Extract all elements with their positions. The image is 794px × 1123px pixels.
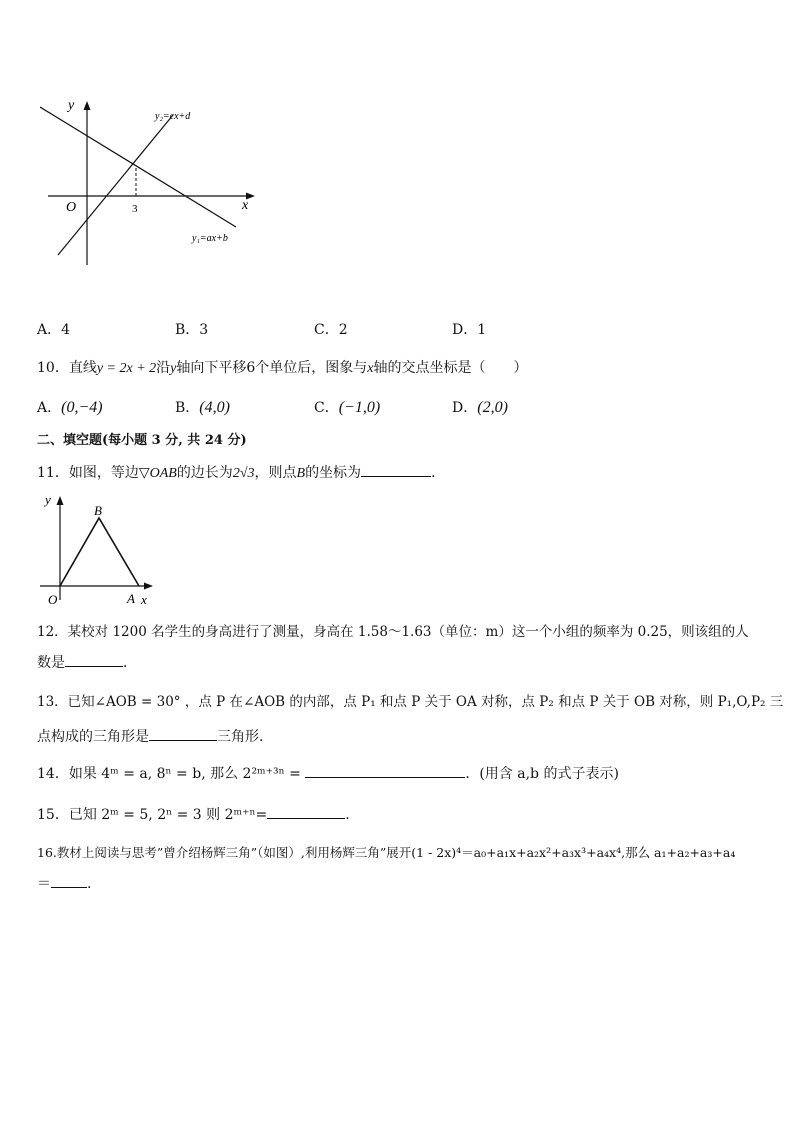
q10-option-d-letter: D． bbox=[452, 400, 478, 416]
q10-mid1: 沿 bbox=[156, 360, 171, 376]
q14-answer-blank bbox=[305, 763, 465, 778]
q10-option-a-letter: A． bbox=[37, 400, 62, 416]
x-label: x bbox=[141, 592, 147, 607]
q10-option-b bbox=[175, 398, 230, 418]
q10-option-c-value: (−1,0) bbox=[338, 399, 381, 416]
q11-answer-blank bbox=[361, 462, 431, 477]
q10-suffix: 轴的交点坐标是（ ） bbox=[373, 360, 528, 376]
q10-stem bbox=[37, 358, 528, 379]
equilateral-triangle-graph bbox=[35, 488, 160, 608]
q13-line2 bbox=[37, 726, 263, 747]
q11-mid2: ，则点 bbox=[254, 465, 297, 481]
q12-line2-prefix: 数是 bbox=[37, 655, 65, 671]
line-y2-label: y₂=cx+d bbox=[155, 111, 191, 122]
a-label: A bbox=[127, 591, 135, 606]
q10-option-b-value: (4,0) bbox=[199, 399, 230, 416]
q10-mid2: 轴向下平移 bbox=[176, 360, 247, 376]
y-label: y bbox=[45, 492, 51, 507]
x-axis-label: x bbox=[242, 198, 249, 213]
q11-suffix-after-blank: ． bbox=[431, 465, 446, 481]
q11-triangle: ▽OAB bbox=[138, 466, 177, 481]
q10-axis-y: y bbox=[170, 361, 177, 376]
q10-mid3: 个单位后，图象与 bbox=[255, 360, 368, 376]
q16-line2-prefix: ＝ bbox=[37, 876, 51, 892]
q10-option-c-letter: C． bbox=[314, 400, 339, 416]
q11-suffix-before-blank: 的坐标为 bbox=[305, 465, 362, 481]
q13-line2-prefix: 点构成的三角形是 bbox=[37, 729, 149, 745]
q12-line1: 12．某校对 1200 名学生的身高进行了测量，身高在 1.58～1.63（单位：m）这一个小组的频率为 0.25，则该组的人 bbox=[37, 624, 749, 640]
q11-prefix: 11．如图，等边 bbox=[37, 465, 139, 481]
tick-label-3: 3 bbox=[132, 203, 138, 215]
q10-axis-x: x bbox=[367, 361, 374, 376]
q16-line2-suffix: . bbox=[87, 876, 92, 892]
q9-option-d: D．1 bbox=[452, 322, 487, 338]
line-y1-label: y₁=ax+b bbox=[192, 233, 228, 244]
q13-line2-suffix: 三角形. bbox=[217, 729, 264, 745]
q14-suffix: ．(用含 a,b 的式子表示) bbox=[465, 766, 619, 782]
q12-line2 bbox=[37, 652, 137, 673]
q10-option-d bbox=[452, 398, 508, 418]
q10-equation: y = 2x + 2 bbox=[96, 361, 157, 376]
q14-prefix: 14．如果 4ᵐ = a, 8ⁿ = b, 那么 2²ᵐ⁺³ⁿ = bbox=[37, 766, 301, 782]
q11-stem bbox=[37, 462, 445, 484]
q13-line1: 13．已知∠AOB = 30° ，点 P 在∠AOB 的内部，点 P₁ 和点 P 关于 OA 对称，点 P₂ 和点 P 关于 OB 对称，则 P₁,O,P₂ 三 bbox=[37, 694, 784, 710]
q13-answer-blank bbox=[149, 726, 217, 741]
q10-option-a-value: (0,−4) bbox=[61, 399, 103, 416]
y-axis-arrow bbox=[57, 496, 64, 505]
q14 bbox=[37, 763, 619, 784]
y-axis-label: y bbox=[68, 98, 75, 113]
q15-answer-blank bbox=[267, 804, 345, 819]
q12-answer-blank bbox=[65, 652, 123, 667]
o-label: O bbox=[48, 592, 58, 607]
line-y2 bbox=[58, 115, 173, 255]
q12-line2-suffix: ． bbox=[123, 655, 137, 671]
triangle-oab bbox=[60, 518, 139, 586]
q15-suffix: . bbox=[345, 807, 350, 823]
q9-option-c: C．2 bbox=[314, 322, 348, 338]
q11-point: B bbox=[296, 466, 306, 481]
q16-line1: 16.教材上阅读与思考”曾介绍杨辉三角”（如图）,利用杨辉三角”展开(1 - 2x)⁴＝a₀+a₁x+a₂x²+a₃x³+a₄x⁴,那么 a₁+a₂+a₃+a₄ bbox=[37, 845, 736, 860]
q15 bbox=[37, 804, 350, 825]
q10-option-d-value: (2,0) bbox=[477, 399, 508, 416]
section2-heading: 二、填空题(每小题 3 分, 共 24 分) bbox=[37, 433, 247, 448]
q10-option-c bbox=[314, 398, 380, 418]
linear-functions-graph bbox=[40, 95, 270, 275]
b-label: B bbox=[94, 503, 102, 518]
q9-option-a: A．4 bbox=[37, 322, 71, 338]
q11-mid1: 的边长为 bbox=[176, 465, 233, 481]
q11-length: 2√3 bbox=[232, 466, 255, 481]
q10-prefix: 10．直线 bbox=[37, 360, 97, 376]
q10-option-b-letter: B． bbox=[175, 400, 200, 416]
x-axis-arrow bbox=[144, 583, 153, 590]
q10-option-a bbox=[37, 398, 103, 418]
q10-shift: 6 bbox=[246, 360, 256, 376]
q16-answer-blank bbox=[51, 873, 87, 888]
q9-option-b: B．3 bbox=[175, 322, 209, 338]
q16-line2 bbox=[37, 873, 91, 894]
origin-label: O bbox=[66, 200, 77, 215]
q15-prefix: 15．已知 2ᵐ = 5, 2ⁿ = 3 则 2ᵐ⁺ⁿ= bbox=[37, 807, 268, 823]
y-axis-arrow bbox=[84, 101, 91, 110]
